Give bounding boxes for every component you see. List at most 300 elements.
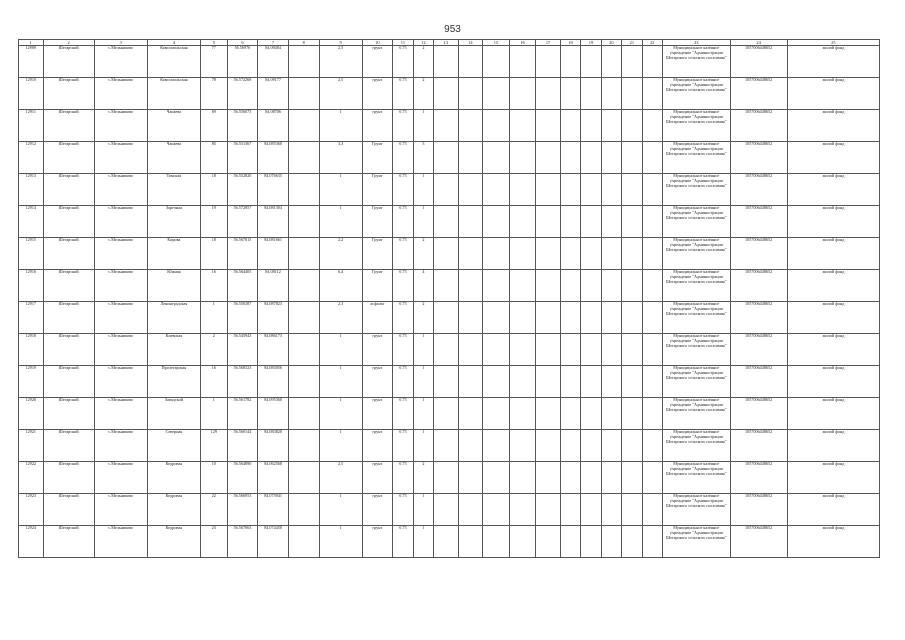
count-cell: 3 — [413, 142, 433, 174]
column-number: 7 — [258, 40, 289, 46]
empty-cell — [434, 398, 459, 430]
house-number-cell: 129 — [201, 430, 228, 462]
district-cell: Шегарский — [43, 46, 94, 78]
empty-cell — [536, 366, 561, 398]
empty-cell — [483, 494, 510, 526]
empty-cell — [509, 398, 536, 430]
property-type-cell: жилой фонд — [787, 46, 879, 78]
empty-cell — [581, 78, 601, 110]
village-cell: с.Мельниково — [94, 494, 147, 526]
length-cell: 1 — [319, 366, 362, 398]
house-number-cell: 18 — [201, 238, 228, 270]
width-cell: 0.75 — [393, 398, 413, 430]
page-number: 953 — [444, 24, 461, 35]
district-cell: Шегарский — [43, 366, 94, 398]
empty-cell — [288, 142, 319, 174]
empty-cell — [642, 302, 662, 334]
property-type-cell: жилой фонд — [787, 334, 879, 366]
empty-cell — [581, 110, 601, 142]
length-cell: 1 — [319, 334, 362, 366]
empty-cell — [509, 46, 536, 78]
empty-cell — [581, 174, 601, 206]
empty-cell — [434, 78, 459, 110]
count-cell: 2 — [413, 46, 433, 78]
empty-cell — [601, 270, 621, 302]
organization-cell: Муниципальное казённое учреждение "Администрация Шегарского сельского поселения" — [663, 78, 730, 110]
length-cell: 1 — [319, 206, 362, 238]
empty-cell — [458, 270, 483, 302]
empty-cell — [601, 110, 621, 142]
column-number: 9 — [319, 40, 362, 46]
property-type-cell: жилой фонд — [787, 238, 879, 270]
empty-cell — [509, 238, 536, 270]
count-cell: 1 — [413, 174, 433, 206]
column-number: 18 — [560, 40, 580, 46]
empty-cell — [560, 206, 580, 238]
record-id-cell: 12912 — [19, 142, 44, 174]
empty-cell — [434, 430, 459, 462]
empty-cell — [536, 430, 561, 462]
column-number: 11 — [393, 40, 413, 46]
empty-cell — [434, 206, 459, 238]
width-cell: 0.75 — [393, 174, 413, 206]
empty-cell — [483, 462, 510, 494]
organization-cell: Муниципальное казённое учреждение "Администрация Шегарского сельского поселения" — [663, 366, 730, 398]
empty-cell — [642, 270, 662, 302]
village-cell: с.Мельниково — [94, 78, 147, 110]
width-cell: 0.75 — [393, 334, 413, 366]
empty-cell — [560, 526, 580, 558]
latitude-cell: 56.551367 — [227, 142, 258, 174]
empty-cell — [434, 494, 459, 526]
record-id-cell: 12920 — [19, 398, 44, 430]
street-cell: Томская — [147, 174, 200, 206]
empty-cell — [288, 174, 319, 206]
empty-cell — [483, 238, 510, 270]
latitude-cell: 56.560144 — [227, 430, 258, 462]
surface-cell: Грунт — [362, 142, 393, 174]
organization-cell: Муниципальное казённое учреждение "Администрация Шегарского сельского поселения" — [663, 238, 730, 270]
column-number: 22 — [642, 40, 662, 46]
ogrn-cell: 1057006448652 — [730, 302, 787, 334]
empty-cell — [622, 78, 642, 110]
empty-cell — [560, 46, 580, 78]
empty-cell — [288, 494, 319, 526]
empty-cell — [509, 462, 536, 494]
empty-cell — [509, 366, 536, 398]
empty-cell — [288, 302, 319, 334]
length-cell: 3,3 — [319, 142, 362, 174]
surface-cell: Грунт — [362, 238, 393, 270]
empty-cell — [581, 238, 601, 270]
empty-cell — [622, 110, 642, 142]
village-cell: с.Мельниково — [94, 430, 147, 462]
village-cell: с.Мельниково — [94, 334, 147, 366]
table-row — [19, 494, 880, 526]
record-id-cell: 12913 — [19, 174, 44, 206]
empty-cell — [536, 334, 561, 366]
longitude-cell: 84.086173 — [258, 334, 289, 366]
column-number: 10 — [362, 40, 393, 46]
empty-cell — [458, 462, 483, 494]
register-table — [18, 39, 880, 558]
column-number: 13 — [434, 40, 459, 46]
street-cell: Кирова — [147, 238, 200, 270]
district-cell: Шегарский — [43, 430, 94, 462]
longitude-cell: 84.09177 — [258, 78, 289, 110]
empty-cell — [560, 270, 580, 302]
surface-cell: грунт — [362, 526, 393, 558]
latitude-cell: 56.564405 — [227, 270, 258, 302]
property-type-cell: жилой фонд — [787, 302, 879, 334]
empty-cell — [458, 78, 483, 110]
organization-cell: Муниципальное казённое учреждение "Администрация Шегарского сельского поселения" — [663, 462, 730, 494]
district-cell: Шегарский — [43, 398, 94, 430]
width-cell: 0.75 — [393, 526, 413, 558]
record-id-cell: 12909 — [19, 46, 44, 78]
empty-cell — [601, 334, 621, 366]
district-cell: Шегарский — [43, 238, 94, 270]
longitude-cell: 84.076635 — [258, 174, 289, 206]
house-number-cell: 1 — [201, 398, 228, 430]
register-table-container — [18, 39, 880, 579]
empty-cell — [560, 334, 580, 366]
empty-cell — [622, 206, 642, 238]
latitude-cell: 56.545943 — [227, 334, 258, 366]
organization-cell: Муниципальное казённое учреждение "Администрация Шегарского сельского поселения" — [663, 430, 730, 462]
column-number: 3 — [94, 40, 147, 46]
empty-cell — [536, 494, 561, 526]
empty-cell — [288, 526, 319, 558]
empty-cell — [458, 302, 483, 334]
empty-cell — [581, 46, 601, 78]
empty-cell — [560, 398, 580, 430]
empty-cell — [601, 398, 621, 430]
empty-cell — [434, 110, 459, 142]
surface-cell: грунт — [362, 334, 393, 366]
district-cell: Шегарский — [43, 462, 94, 494]
empty-cell — [601, 526, 621, 558]
empty-cell — [458, 142, 483, 174]
empty-cell — [288, 430, 319, 462]
count-cell: 1 — [413, 206, 433, 238]
street-cell: Заводской — [147, 398, 200, 430]
empty-cell — [536, 110, 561, 142]
empty-cell — [560, 430, 580, 462]
empty-cell — [642, 366, 662, 398]
street-cell: Заречная — [147, 206, 200, 238]
empty-cell — [288, 206, 319, 238]
district-cell: Шегарский — [43, 174, 94, 206]
empty-cell — [560, 174, 580, 206]
empty-cell — [458, 206, 483, 238]
surface-cell: грунт — [362, 398, 393, 430]
ogrn-cell: 1057006448652 — [730, 46, 787, 78]
longitude-cell: 84.083056 — [258, 366, 289, 398]
district-cell: Шегарский — [43, 78, 94, 110]
empty-cell — [483, 46, 510, 78]
empty-cell — [642, 206, 662, 238]
empty-cell — [509, 270, 536, 302]
empty-cell — [581, 366, 601, 398]
empty-cell — [536, 46, 561, 78]
empty-cell — [536, 142, 561, 174]
table-row — [19, 430, 880, 462]
organization-cell: Муниципальное казённое учреждение "Администрация Шегарского сельского поселения" — [663, 398, 730, 430]
empty-cell — [601, 142, 621, 174]
empty-cell — [560, 142, 580, 174]
property-type-cell: жилой фонд — [787, 462, 879, 494]
property-type-cell: жилой фонд — [787, 142, 879, 174]
column-number: 25 — [787, 40, 879, 46]
empty-cell — [434, 526, 459, 558]
street-cell: Комсомольская — [147, 78, 200, 110]
organization-cell: Муниципальное казённое учреждение "Администрация Шегарского сельского поселения" — [663, 142, 730, 174]
empty-cell — [560, 302, 580, 334]
ogrn-cell: 1057006448652 — [730, 526, 787, 558]
empty-cell — [622, 494, 642, 526]
organization-cell: Муниципальное казённое учреждение "Администрация Шегарского сельского поселения" — [663, 110, 730, 142]
empty-cell — [642, 526, 662, 558]
table-row — [19, 110, 880, 142]
ogrn-cell: 1057006448652 — [730, 110, 787, 142]
empty-cell — [642, 142, 662, 174]
empty-cell — [622, 462, 642, 494]
width-cell: 0.75 — [393, 270, 413, 302]
district-cell: Шегарский — [43, 110, 94, 142]
empty-cell — [434, 334, 459, 366]
longitude-cell: 84.081661 — [258, 238, 289, 270]
empty-cell — [536, 270, 561, 302]
column-number: 20 — [601, 40, 621, 46]
surface-cell: асфальт — [362, 302, 393, 334]
empty-cell — [642, 398, 662, 430]
record-id-cell: 12915 — [19, 238, 44, 270]
surface-cell: грунт — [362, 430, 393, 462]
column-number: 15 — [483, 40, 510, 46]
longitude-cell: 84.087823 — [258, 302, 289, 334]
count-cell: 1 — [413, 110, 433, 142]
record-id-cell: 12911 — [19, 110, 44, 142]
longitude-cell: 84.081304 — [258, 206, 289, 238]
table-row — [19, 206, 880, 238]
house-number-cell: 22 — [201, 494, 228, 526]
longitude-cell: 84.08706 — [258, 110, 289, 142]
empty-cell — [622, 430, 642, 462]
width-cell: 0.75 — [393, 46, 413, 78]
empty-cell — [434, 462, 459, 494]
count-cell: 1 — [413, 398, 433, 430]
house-number-cell: 16 — [201, 270, 228, 302]
empty-cell — [483, 110, 510, 142]
village-cell: с.Мельниково — [94, 110, 147, 142]
house-number-cell: 85 — [201, 142, 228, 174]
count-cell: 2 — [413, 238, 433, 270]
street-cell: Ленинградская — [147, 302, 200, 334]
latitude-cell: 56.568323 — [227, 366, 258, 398]
surface-cell: грунт — [362, 46, 393, 78]
empty-cell — [536, 174, 561, 206]
length-cell: 2,5 — [319, 462, 362, 494]
empty-cell — [509, 430, 536, 462]
length-cell: 2,2 — [319, 238, 362, 270]
longitude-cell: 84.085360 — [258, 142, 289, 174]
empty-cell — [642, 430, 662, 462]
width-cell: 0.75 — [393, 238, 413, 270]
empty-cell — [581, 206, 601, 238]
empty-cell — [622, 302, 642, 334]
empty-cell — [434, 238, 459, 270]
empty-cell — [581, 494, 601, 526]
width-cell: 0.75 — [393, 78, 413, 110]
property-type-cell: жилой фонд — [787, 174, 879, 206]
ogrn-cell: 1057006448652 — [730, 398, 787, 430]
empty-cell — [581, 526, 601, 558]
column-number: 21 — [622, 40, 642, 46]
empty-cell — [509, 174, 536, 206]
empty-cell — [509, 494, 536, 526]
length-cell: 2,3 — [319, 302, 362, 334]
empty-cell — [581, 430, 601, 462]
empty-cell — [458, 526, 483, 558]
empty-cell — [642, 238, 662, 270]
longitude-cell: 84.09484 — [258, 46, 289, 78]
count-cell: 2 — [413, 302, 433, 334]
empty-cell — [601, 78, 621, 110]
record-id-cell: 12919 — [19, 366, 44, 398]
column-number: 4 — [147, 40, 200, 46]
organization-cell: Муниципальное казённое учреждение "Администрация Шегарского сельского поселения" — [663, 302, 730, 334]
empty-cell — [622, 142, 642, 174]
longitude-cell: 84.074450 — [258, 526, 289, 558]
empty-cell — [483, 174, 510, 206]
house-number-cell: 23 — [201, 526, 228, 558]
surface-cell: грунт — [362, 494, 393, 526]
ogrn-cell: 1057006448652 — [730, 270, 787, 302]
empty-cell — [434, 174, 459, 206]
surface-cell: Грунт — [362, 206, 393, 238]
property-type-cell: жилой фонд — [787, 430, 879, 462]
district-cell: Шегарский — [43, 206, 94, 238]
column-number: 19 — [581, 40, 601, 46]
empty-cell — [601, 206, 621, 238]
latitude-cell: 56.572268 — [227, 78, 258, 110]
empty-cell — [642, 494, 662, 526]
ogrn-cell: 1057006448652 — [730, 430, 787, 462]
width-cell: 0.75 — [393, 494, 413, 526]
column-number: 8 — [288, 40, 319, 46]
empty-cell — [288, 270, 319, 302]
empty-cell — [458, 430, 483, 462]
empty-cell — [288, 366, 319, 398]
empty-cell — [509, 334, 536, 366]
village-cell: с.Мельниково — [94, 302, 147, 334]
property-type-cell: жилой фонд — [787, 526, 879, 558]
count-cell: 1 — [413, 526, 433, 558]
latitude-cell: 56.552820 — [227, 174, 258, 206]
record-id-cell: 12921 — [19, 430, 44, 462]
district-cell: Шегарский — [43, 526, 94, 558]
empty-cell — [560, 366, 580, 398]
ogrn-cell: 1057006448652 — [730, 142, 787, 174]
house-number-cell: 2 — [201, 334, 228, 366]
longitude-cell: 84.075941 — [258, 494, 289, 526]
district-cell: Шегарский — [43, 142, 94, 174]
surface-cell: грунт — [362, 462, 393, 494]
empty-cell — [288, 46, 319, 78]
ogrn-cell: 1057006448652 — [730, 174, 787, 206]
table-row — [19, 398, 880, 430]
organization-cell: Муниципальное казённое учреждение "Администрация Шегарского сельского поселения" — [663, 494, 730, 526]
empty-cell — [560, 110, 580, 142]
table-row — [19, 174, 880, 206]
ogrn-cell: 1057006448652 — [730, 78, 787, 110]
district-cell: Шегарский — [43, 494, 94, 526]
empty-cell — [536, 302, 561, 334]
column-number: 16 — [509, 40, 536, 46]
surface-cell: Грунт — [362, 270, 393, 302]
surface-cell: грунт — [362, 110, 393, 142]
empty-cell — [458, 110, 483, 142]
village-cell: с.Мельниково — [94, 142, 147, 174]
house-number-cell: 18 — [201, 174, 228, 206]
empty-cell — [434, 302, 459, 334]
property-type-cell: жилой фонд — [787, 206, 879, 238]
empty-cell — [509, 302, 536, 334]
empty-cell — [458, 46, 483, 78]
record-id-cell: 12916 — [19, 270, 44, 302]
width-cell: 0.75 — [393, 462, 413, 494]
surface-cell: грунт — [362, 366, 393, 398]
width-cell: 0.75 — [393, 366, 413, 398]
table-row — [19, 526, 880, 558]
width-cell: 0.75 — [393, 206, 413, 238]
latitude-cell: 56.572857 — [227, 206, 258, 238]
empty-cell — [642, 78, 662, 110]
latitude-cell: 56.564890 — [227, 462, 258, 494]
length-cell: 2,5 — [319, 46, 362, 78]
house-number-cell: 10 — [201, 462, 228, 494]
length-cell: 2,5 — [319, 78, 362, 110]
empty-cell — [458, 366, 483, 398]
length-cell: 1 — [319, 174, 362, 206]
record-id-cell: 12922 — [19, 462, 44, 494]
latitude-cell: 56.566953 — [227, 494, 258, 526]
street-cell: Чапаева — [147, 142, 200, 174]
empty-cell — [642, 46, 662, 78]
record-id-cell: 12924 — [19, 526, 44, 558]
empty-cell — [601, 366, 621, 398]
length-cell: 1 — [319, 110, 362, 142]
empty-cell — [458, 494, 483, 526]
empty-cell — [288, 78, 319, 110]
street-cell: Чапаева — [147, 110, 200, 142]
empty-cell — [622, 398, 642, 430]
empty-cell — [622, 238, 642, 270]
empty-cell — [434, 46, 459, 78]
empty-cell — [581, 398, 601, 430]
village-cell: с.Мельниково — [94, 462, 147, 494]
empty-cell — [509, 78, 536, 110]
empty-cell — [458, 334, 483, 366]
organization-cell: Муниципальное казённое учреждение "Администрация Шегарского сельского поселения" — [663, 526, 730, 558]
column-number: 14 — [458, 40, 483, 46]
empty-cell — [458, 398, 483, 430]
length-cell: 1 — [319, 398, 362, 430]
empty-cell — [483, 526, 510, 558]
village-cell: с.Мельниково — [94, 270, 147, 302]
table-row — [19, 270, 880, 302]
